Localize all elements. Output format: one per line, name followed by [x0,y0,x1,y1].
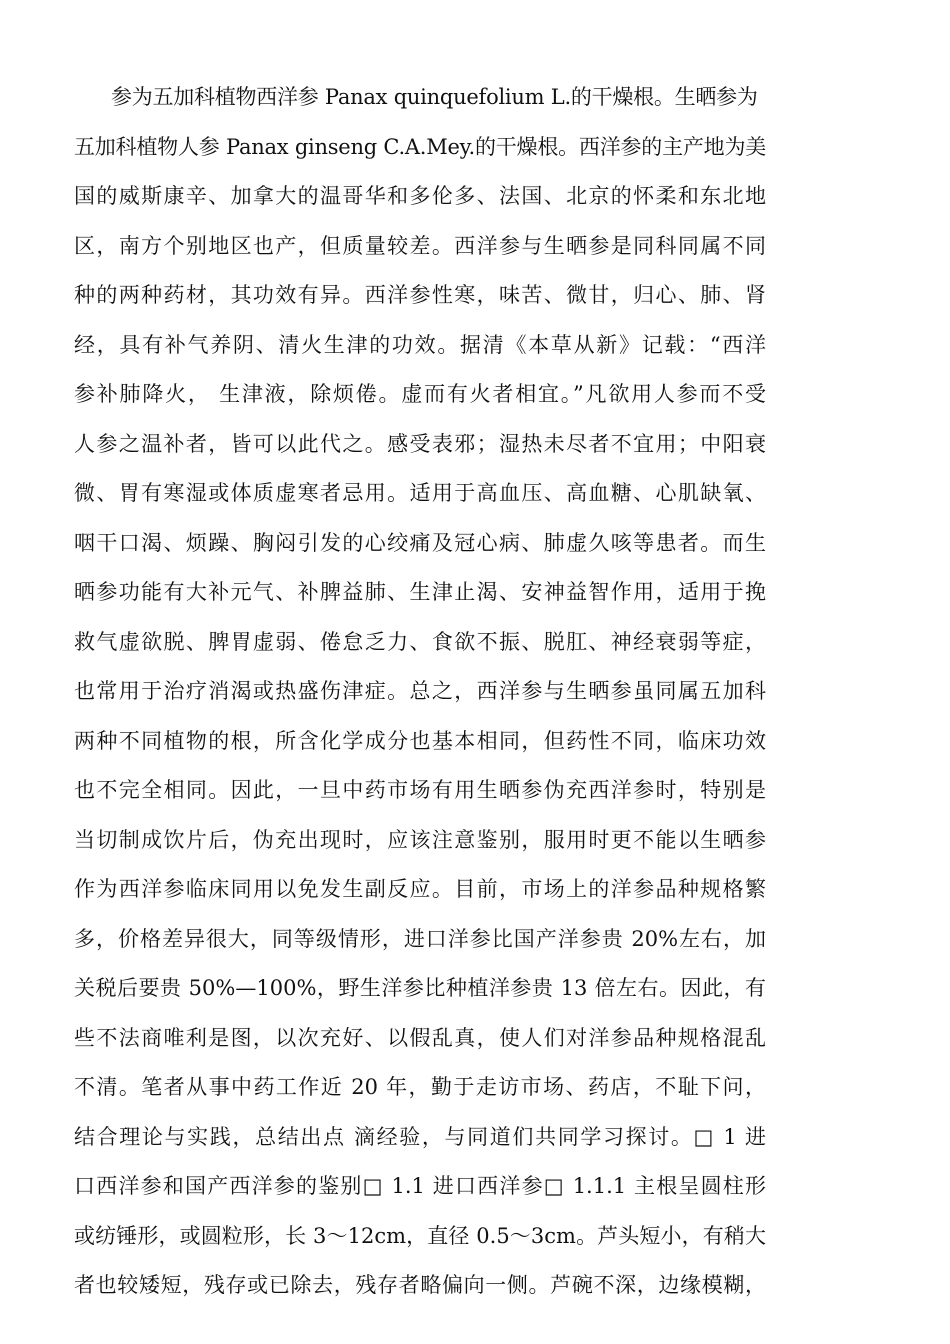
text-line: 两种不同植物的根，所含化学成分也基本相同，但药性不同，临床功效 [74,729,766,753]
text-line: 结合理论与实践，总结出点 滴经验，与同道们共同学习探讨。□ 1 进 [74,1125,766,1149]
text-line: 多，价格差异很大，同等级情形，进口洋参比国产洋参贵 20%左右，加 [74,927,766,951]
text-line: 参为五加科植物西洋参 Panax quinquefolium L.的干燥根。生晒参为 [111,85,758,109]
text-line: 经，具有补气养阴、清火生津的功效。据清《本草从新》记载：“西洋 [74,333,766,357]
text-line: 人参之温补者，皆可以此代之。感受表邪；湿热未尽者不宜用；中阳衰 [74,432,766,456]
text-line: 微、胃有寒湿或体质虚寒者忌用。适用于高血压、高血糖、心肌缺氧、 [74,481,766,505]
text-line: 当切制成饮片后，伪充出现时，应该注意鉴别，服用时更不能以生晒参 [74,828,766,852]
text-line: 咽干口渴、烦躁、胸闷引发的心绞痛及冠心病、肺虚久咳等患者。而生 [74,531,766,555]
text-line: 不清。笔者从事中药工作近 20 年，勤于走访市场、药店，不耻下问， [74,1075,766,1099]
text-line: 或纺锤形，或圆粒形，长 3～12cm，直径 0.5～3cm。芦头短小，有稍大 [74,1224,766,1248]
text-line: 国的威斯康辛、加拿大的温哥华和多伦多、法国、北京的怀柔和东北地 [74,184,766,208]
text-line: 也常用于治疗消渴或热盛伤津症。总之，西洋参与生晒参虽同属五加科 [74,679,766,703]
text-line: 者也较矮短，残存或已除去，残存者略偏向一侧。芦碗不深，边缘模糊， [74,1273,766,1297]
text-line: 晒参功能有大补元气、补脾益肺、生津止渴、安神益智作用，适用于挽 [74,580,766,604]
text-line: 口西洋参和国产西洋参的鉴别□ 1.1 进口西洋参□ 1.1.1 主根呈圆柱形 [74,1174,766,1198]
text-line: 作为西洋参临床同用以免发生副反应。目前，市场上的洋参品种规格繁 [74,877,766,901]
text-line: 五加科植物人参 Panax ginseng C.A.Mey.的干燥根。西洋参的主产地为美 [74,135,766,159]
text-line: 种的两种药材，其功效有异。西洋参性寒，味苦、微甘，归心、肺、肾 [74,283,766,307]
text-line: 救气虚欲脱、脾胃虚弱、倦怠乏力、食欲不振、脱肛、神经衰弱等症， [74,630,766,654]
text-line: 参补肺降火， 生津液，除烦倦。虚而有火者相宜。”凡欲用人参而不受 [74,382,766,406]
text-line: 区，南方个别地区也产，但质量较差。西洋参与生晒参是同科同属不同 [74,234,766,258]
text-line: 些不法商唯利是图，以次充好、以假乱真，使人们对洋参品种规格混乱 [74,1026,766,1050]
text-line: 也不完全相同。因此，一旦中药市场有用生晒参伪充西洋参时，特别是 [74,778,766,802]
text-line: 关税后要贵 50%—100%，野生洋参比种植洋参贵 13 倍左右。因此，有 [74,976,766,1000]
